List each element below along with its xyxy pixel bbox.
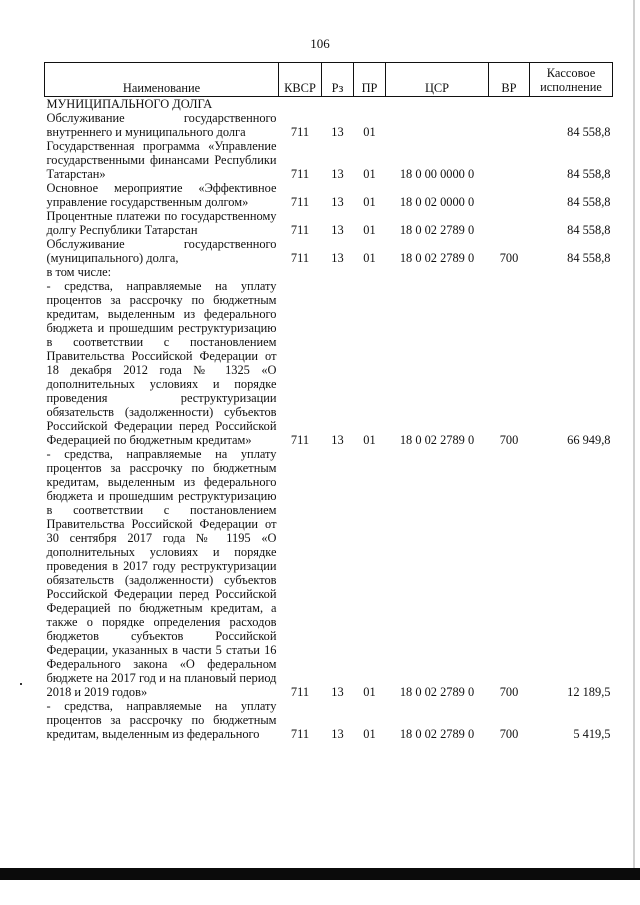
row-amount: 66 949,8 (567, 433, 611, 447)
row-amount: 5 419,5 (573, 727, 611, 741)
row-vr: 700 (499, 433, 519, 447)
header-name: Наименование (45, 63, 279, 97)
row-kvsr: 711 (290, 727, 310, 741)
row-name: - средства, направляемые на уплату процентов за рассрочку по бюджетным кредитам, выделенным из федерального (46, 699, 277, 741)
row-csr: 18 0 02 2789 0 (399, 433, 475, 447)
row-csr: 18 0 02 0000 0 (399, 195, 475, 209)
row-pr: 01 (363, 727, 376, 741)
row-kvsr: 711 (290, 685, 310, 699)
row-pr: 01 (363, 125, 376, 139)
row-rz: 13 (331, 685, 344, 699)
row-csr (386, 111, 489, 139)
row-amount: 84 558,8 (567, 195, 611, 209)
table-row (45, 139, 613, 181)
row-amount (530, 97, 613, 112)
page-number: 106 (310, 36, 330, 51)
header-rz: Рз (322, 63, 354, 97)
row-kvsr: 711 (290, 195, 310, 209)
row-pr (354, 265, 386, 279)
row-vr: 700 (499, 251, 519, 265)
table-row (45, 279, 613, 447)
row-kvsr: 711 (290, 167, 310, 181)
row-name: Процентные платежи по государственному долгу Республики Татарстан (46, 209, 277, 237)
row-pr (354, 97, 386, 112)
table-row (45, 447, 613, 699)
row-csr (386, 97, 489, 112)
row-rz: 13 (331, 125, 344, 139)
row-csr (386, 265, 489, 279)
row-rz: 13 (331, 251, 344, 265)
row-rz: 13 (331, 167, 344, 181)
row-vr (489, 209, 530, 237)
header-pr: ПР (354, 63, 386, 97)
row-amount: 84 558,8 (567, 167, 611, 181)
table-row (45, 209, 613, 237)
row-vr (489, 181, 530, 209)
row-name: - средства, направляемые на уплату процентов за рассрочку по бюджетным кредитам, выделенным из федерального бюджета и прошедшим реструктуризацию в соответствии с постановлением Правительства Российской Федерации от 18 декабря 2012 года № 1325 «О дополнительных условиях и порядке проведения реструктуризации обязательств (задолженности) субъектов Российской Федерации перед Российской Федерацией по бюджетным кредитам» (46, 279, 277, 447)
table-row (45, 699, 613, 741)
row-amount: 84 558,8 (567, 251, 611, 265)
row-name: в том числе: (46, 265, 112, 279)
row-rz (322, 97, 354, 112)
row-kvsr: 711 (290, 251, 310, 265)
header-kvsr: КВСР (279, 63, 322, 97)
row-vr (489, 97, 530, 112)
row-rz: 13 (331, 223, 344, 237)
scan-bottom-border (0, 868, 640, 880)
row-pr: 01 (363, 251, 376, 265)
table-row (45, 181, 613, 209)
row-vr (489, 139, 530, 181)
row-rz (322, 265, 354, 279)
row-kvsr: 711 (290, 223, 310, 237)
row-csr: 18 0 02 2789 0 (399, 251, 475, 265)
row-name: Обслуживание государственного внутреннего и муниципального долга (46, 111, 277, 139)
row-amount (530, 265, 613, 279)
row-vr: 700 (499, 685, 519, 699)
row-csr: 18 0 02 2789 0 (399, 727, 475, 741)
row-name: Государственная программа «Управление государственными финансами Республики Татарстан» (46, 139, 277, 181)
table-header-row (45, 63, 613, 97)
row-rz: 13 (331, 727, 344, 741)
row-amount: 12 189,5 (567, 685, 611, 699)
table-row (45, 265, 613, 279)
table-row (45, 111, 613, 139)
row-pr: 01 (363, 167, 376, 181)
row-name: Основное мероприятие «Эффективное управление государственным долгом» (46, 181, 277, 209)
scan-edge-shadow (633, 0, 635, 868)
row-rz: 13 (331, 433, 344, 447)
row-csr: 18 0 02 2789 0 (399, 223, 475, 237)
row-pr: 01 (363, 685, 376, 699)
budget-execution-table (44, 62, 613, 741)
row-name: Обслуживание государственного (муниципального) долга, (46, 237, 277, 265)
row-kvsr: 711 (290, 433, 310, 447)
row-rz: 13 (331, 195, 344, 209)
row-vr: 700 (499, 727, 519, 741)
row-amount: 84 558,8 (567, 125, 611, 139)
row-kvsr: 711 (290, 125, 310, 139)
row-name: - средства, направляемые на уплату процентов за рассрочку по бюджетным кредитам, выделенным из федерального бюджета и прошедшим реструктуризацию в соответствии с постановлением Правительства Российской Федерации от 30 сентября 2017 года № 1195 «О дополнительных условиях и порядке проведения в 2017 году реструктуризации обязательств (задолженности) субъектов Российской Федерации перед Российской Федерацией по бюджетным кредитам, а также о порядке определения расходов бюджетов субъектов Российской Федерации, указанных в части 5 статьи 16 Федерального закона «О федеральном бюджете на 2017 год и на плановый период 2018 и 2019 годов» (46, 447, 277, 699)
row-csr: 18 0 00 0000 0 (399, 167, 475, 181)
row-kvsr (279, 97, 322, 112)
header-vr: ВР (489, 63, 530, 97)
row-vr (489, 265, 530, 279)
row-csr: 18 0 02 2789 0 (399, 685, 475, 699)
scan-speck (20, 683, 22, 685)
header-amount: Кассовое исполнение (530, 63, 613, 97)
row-pr: 01 (363, 433, 376, 447)
row-vr (489, 111, 530, 139)
row-kvsr (279, 265, 322, 279)
table-row (45, 97, 613, 112)
row-pr: 01 (363, 195, 376, 209)
row-name: МУНИЦИПАЛЬНОГО ДОЛГА (46, 97, 213, 111)
table-row (45, 237, 613, 265)
row-amount: 84 558,8 (567, 223, 611, 237)
row-pr: 01 (363, 223, 376, 237)
header-csr: ЦСР (386, 63, 489, 97)
